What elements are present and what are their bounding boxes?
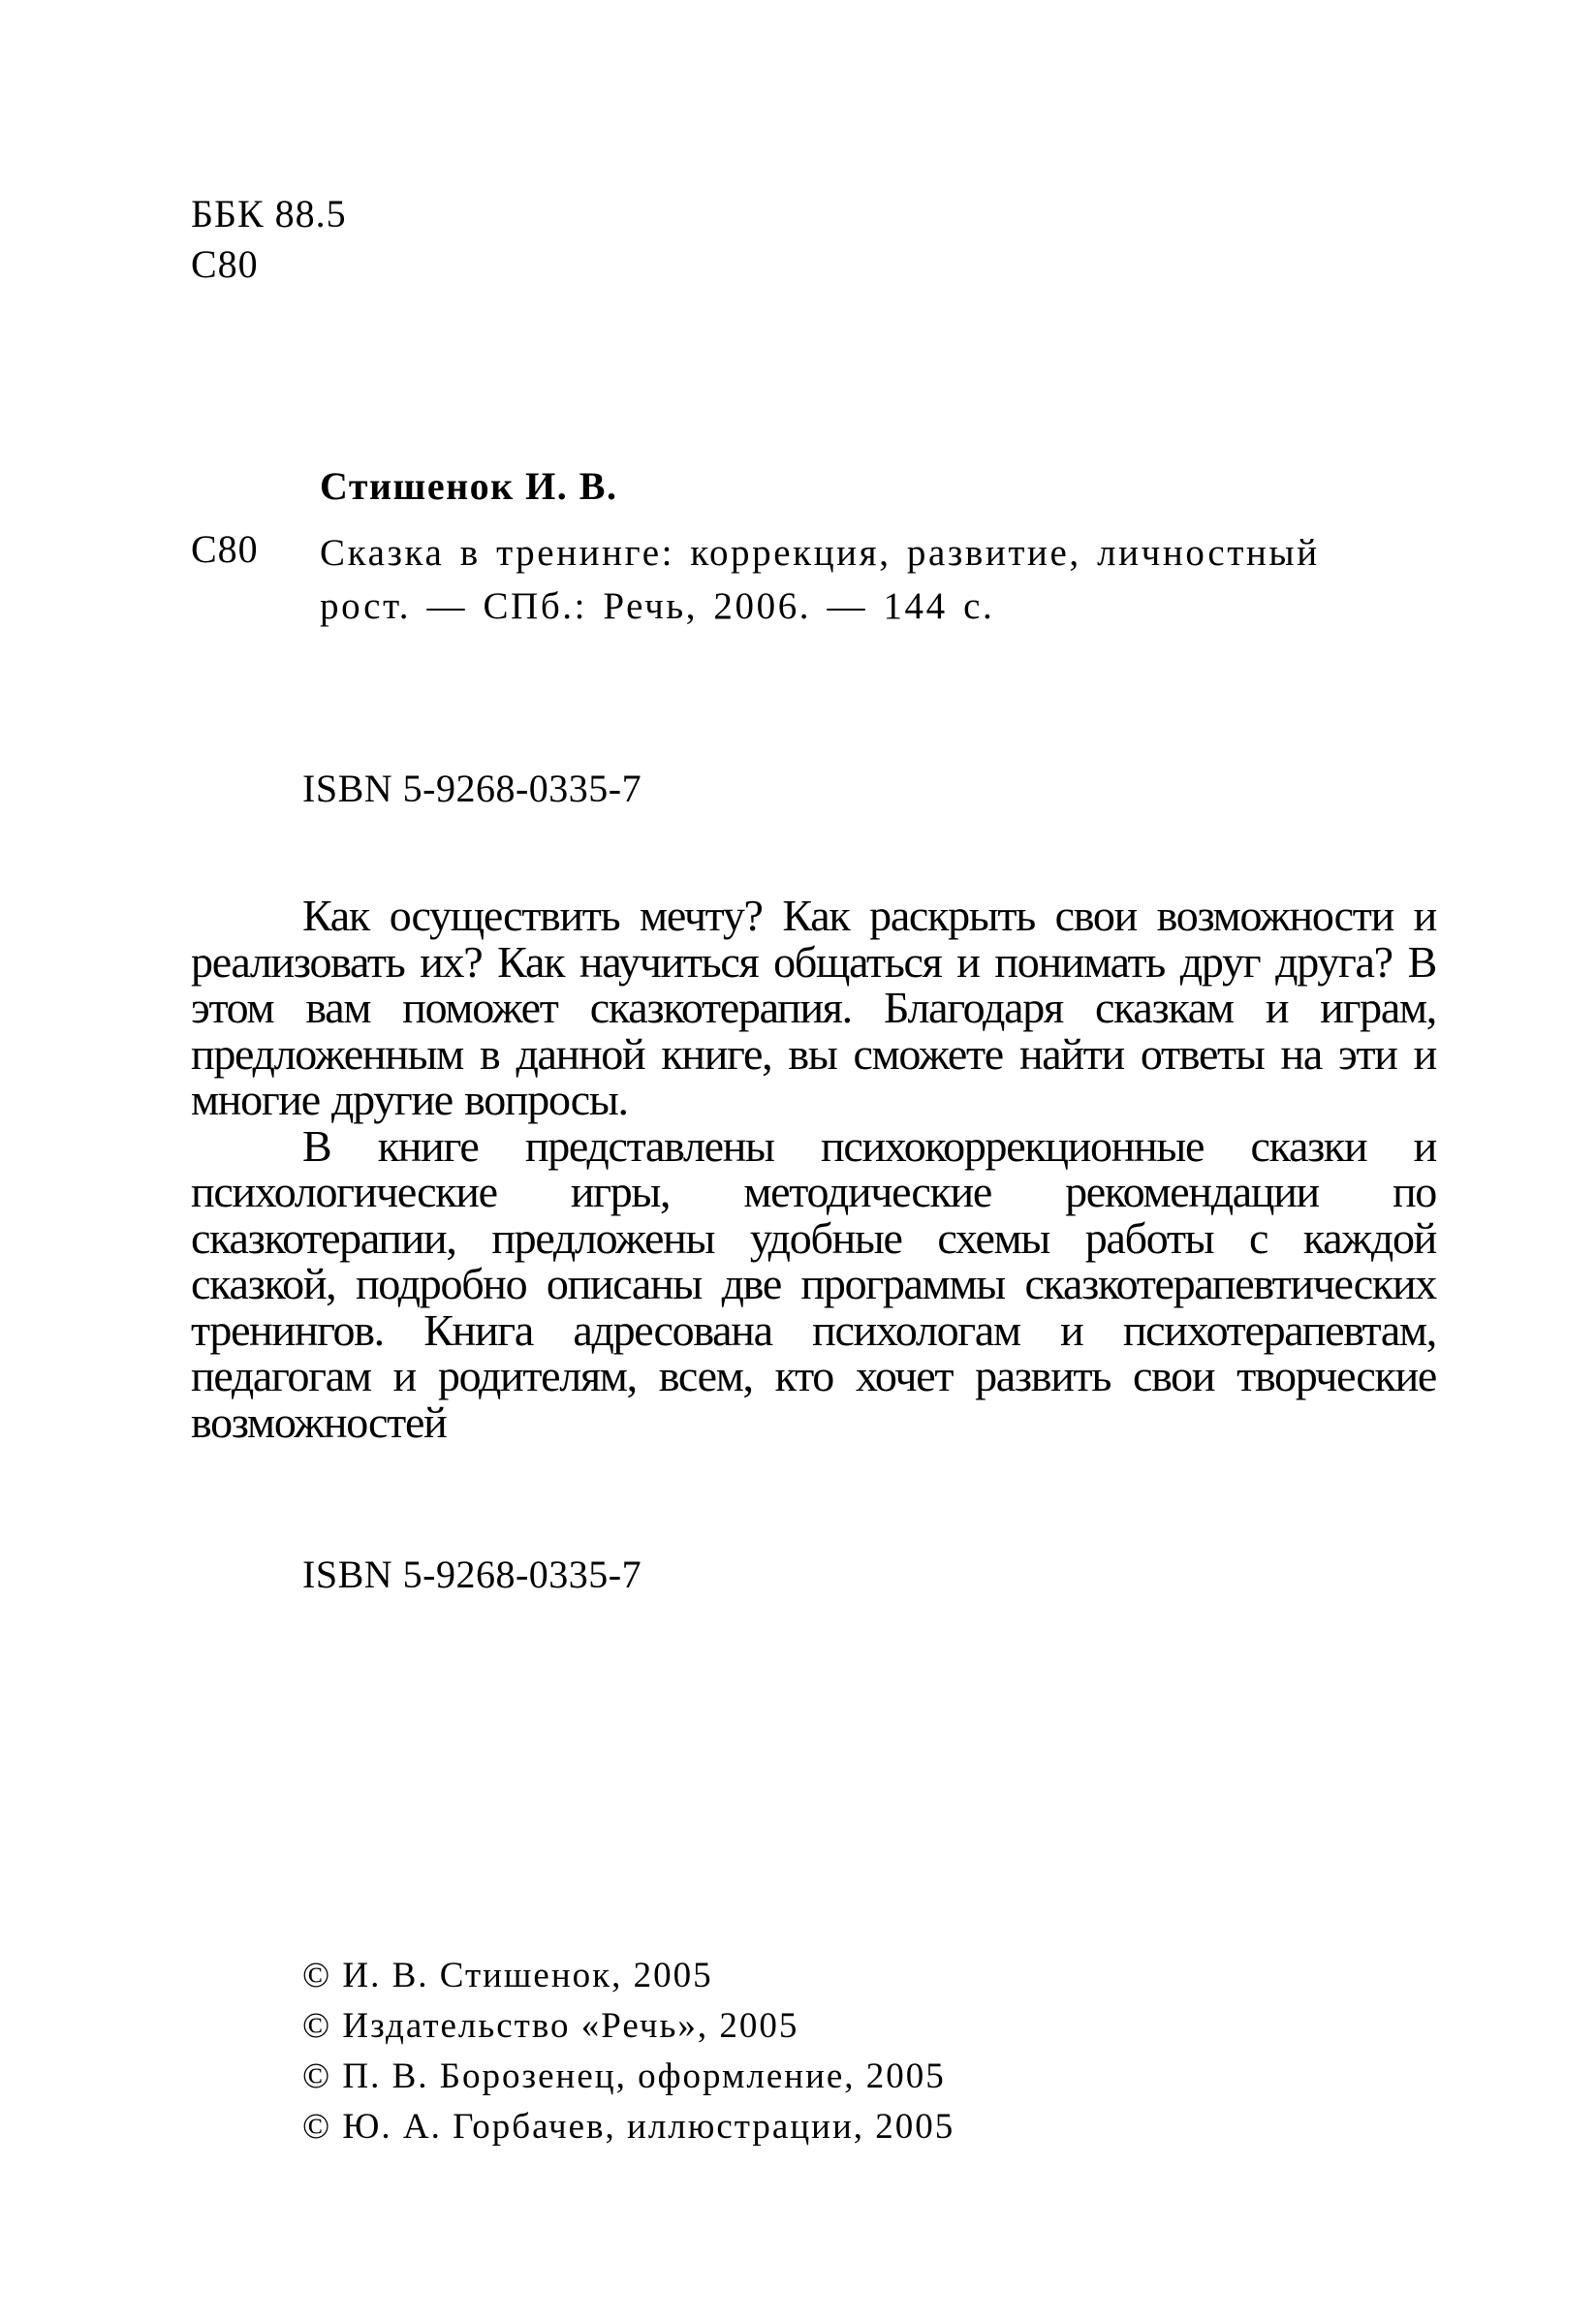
classification-block <box>191 189 347 290</box>
copyright-line: © Ю. А. Горбачев, иллюстрации, 2005 <box>302 2107 955 2147</box>
catalog-author: Стишенок И. В. <box>320 464 618 508</box>
annotation-paragraph: В книге представлены психокоррекционные сказки и психологические игры, методические рекомендации по сказкотерапии, предложены удобные схемы работы с каждой сказкой, подробно описаны две программы сказкотерапевтических тренингов. Книга адресована психологам и психотерапевтам, педагогам и родителям, всем, кто хочет развить свои творческие возможностей <box>191 1120 1436 1447</box>
annotation <box>191 893 1436 1445</box>
catalog-title-line: рост. — СПб.: Речь, 2006. — 144 с. <box>320 585 995 627</box>
isbn-top: ISBN 5-9268-0335-7 <box>302 767 642 810</box>
annotation-paragraph: Как осуществить мечту? Как раскрыть свои возможности и реализовать их? Как научиться общаться и понимать друг друга? В этом вам поможет сказкотерапия. Благодаря сказкам и играм, предложенным в данной книге, вы сможете найти ответы на эти и многие другие вопросы. <box>191 891 1436 1124</box>
bbk-index: ББК 88.5 <box>191 192 347 235</box>
isbn-bottom: ISBN 5-9268-0335-7 <box>302 1553 642 1596</box>
copyright-line: © И. В. Стишенок, 2005 <box>302 1956 713 1995</box>
author-mark: С80 <box>191 242 259 286</box>
copyright-line: © Издательство «Речь», 2005 <box>302 2006 799 2046</box>
copyright-block <box>302 1951 954 2152</box>
catalog-title-line: Сказка в тренинге: коррекция, развитие, личностный <box>320 532 1320 574</box>
catalog-author-mark: С80 <box>191 527 259 571</box>
catalog-title-block <box>320 526 1386 633</box>
copyright-line: © П. В. Борозенец, оформление, 2005 <box>302 2056 946 2096</box>
